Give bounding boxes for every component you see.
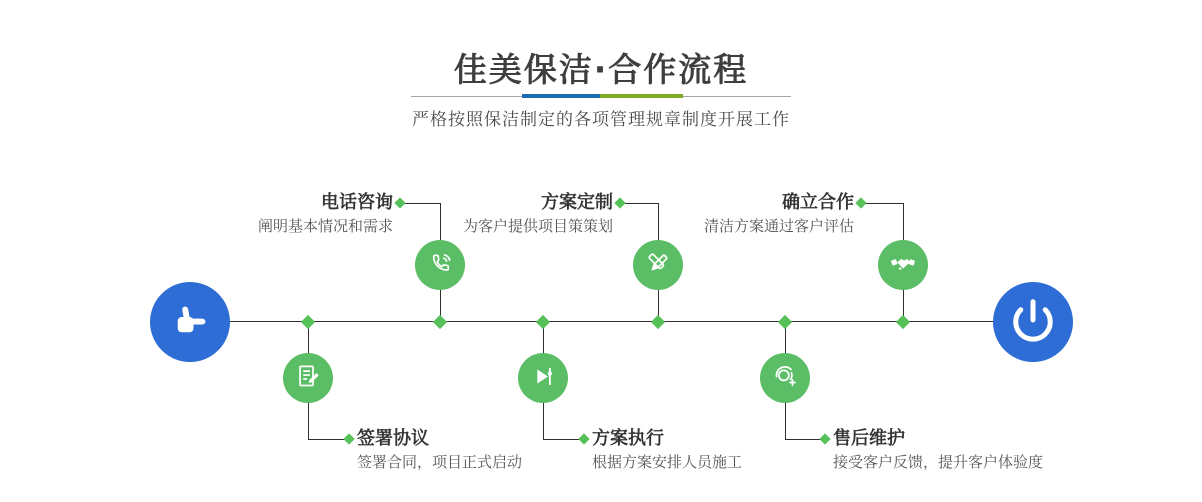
junction-diamond bbox=[536, 315, 550, 329]
headset-add-icon bbox=[771, 362, 799, 394]
connector-line bbox=[401, 203, 441, 204]
step-title: 方案执行 bbox=[592, 428, 664, 449]
step-desc: 签署合同，项目正式启动 bbox=[357, 453, 523, 471]
step-desc: 根据方案安排人员施工 bbox=[592, 453, 743, 471]
junction-diamond bbox=[433, 315, 447, 329]
flow-start-node bbox=[150, 282, 230, 362]
step-title: 方案定制 bbox=[541, 192, 613, 213]
step-node-aftersales bbox=[760, 353, 810, 403]
connector-line bbox=[308, 439, 348, 440]
junction-diamond bbox=[651, 315, 665, 329]
handshake-icon bbox=[889, 249, 917, 281]
step-desc: 接受客户反馈，提升客户体验度 bbox=[833, 453, 1044, 471]
step-node-execution bbox=[518, 353, 568, 403]
step-desc: 阐明基本情况和需求 bbox=[257, 217, 393, 235]
pen-ruler-icon bbox=[645, 250, 672, 281]
step-label-agreement bbox=[357, 428, 522, 472]
label-diamond bbox=[819, 433, 830, 444]
divider-blue-segment bbox=[522, 94, 600, 98]
phone-icon bbox=[427, 250, 454, 281]
step-label-plan bbox=[463, 192, 613, 236]
step-label-phone bbox=[258, 192, 393, 236]
label-diamond bbox=[343, 433, 354, 444]
connector-line bbox=[621, 203, 659, 204]
step-desc: 为客户提供项目策策划 bbox=[462, 217, 613, 235]
junction-diamond bbox=[778, 315, 792, 329]
play-adjust-icon bbox=[530, 363, 557, 394]
step-title: 签署协议 bbox=[357, 428, 429, 449]
power-icon bbox=[1010, 297, 1056, 347]
step-label-cooperation bbox=[704, 192, 854, 236]
label-diamond bbox=[614, 197, 625, 208]
pointing-hand-icon bbox=[169, 299, 211, 345]
step-title: 电话咨询 bbox=[321, 192, 393, 213]
junction-diamond bbox=[301, 315, 315, 329]
connector-line bbox=[862, 203, 904, 204]
divider-green-segment bbox=[600, 94, 683, 98]
step-node-cooperation bbox=[878, 240, 928, 290]
step-label-execution bbox=[592, 428, 742, 472]
step-label-aftersales bbox=[833, 428, 1043, 472]
step-desc: 清洁方案通过客户评估 bbox=[703, 217, 854, 235]
step-node-agreement bbox=[283, 353, 333, 403]
step-title: 确立合作 bbox=[782, 192, 854, 213]
page-title: 佳美保洁·合作流程 bbox=[453, 50, 749, 89]
page-subtitle: 严格按照保洁制定的各项管理规章制度开展工作 bbox=[412, 110, 790, 130]
junction-diamond bbox=[896, 315, 910, 329]
label-diamond bbox=[855, 197, 866, 208]
step-title: 售后维护 bbox=[833, 428, 905, 449]
document-pen-icon bbox=[295, 363, 322, 394]
step-node-phone bbox=[415, 240, 465, 290]
label-diamond bbox=[394, 197, 405, 208]
flow-end-node bbox=[993, 282, 1073, 362]
timeline bbox=[230, 321, 993, 322]
step-node-plan bbox=[633, 240, 683, 290]
label-diamond bbox=[578, 433, 589, 444]
